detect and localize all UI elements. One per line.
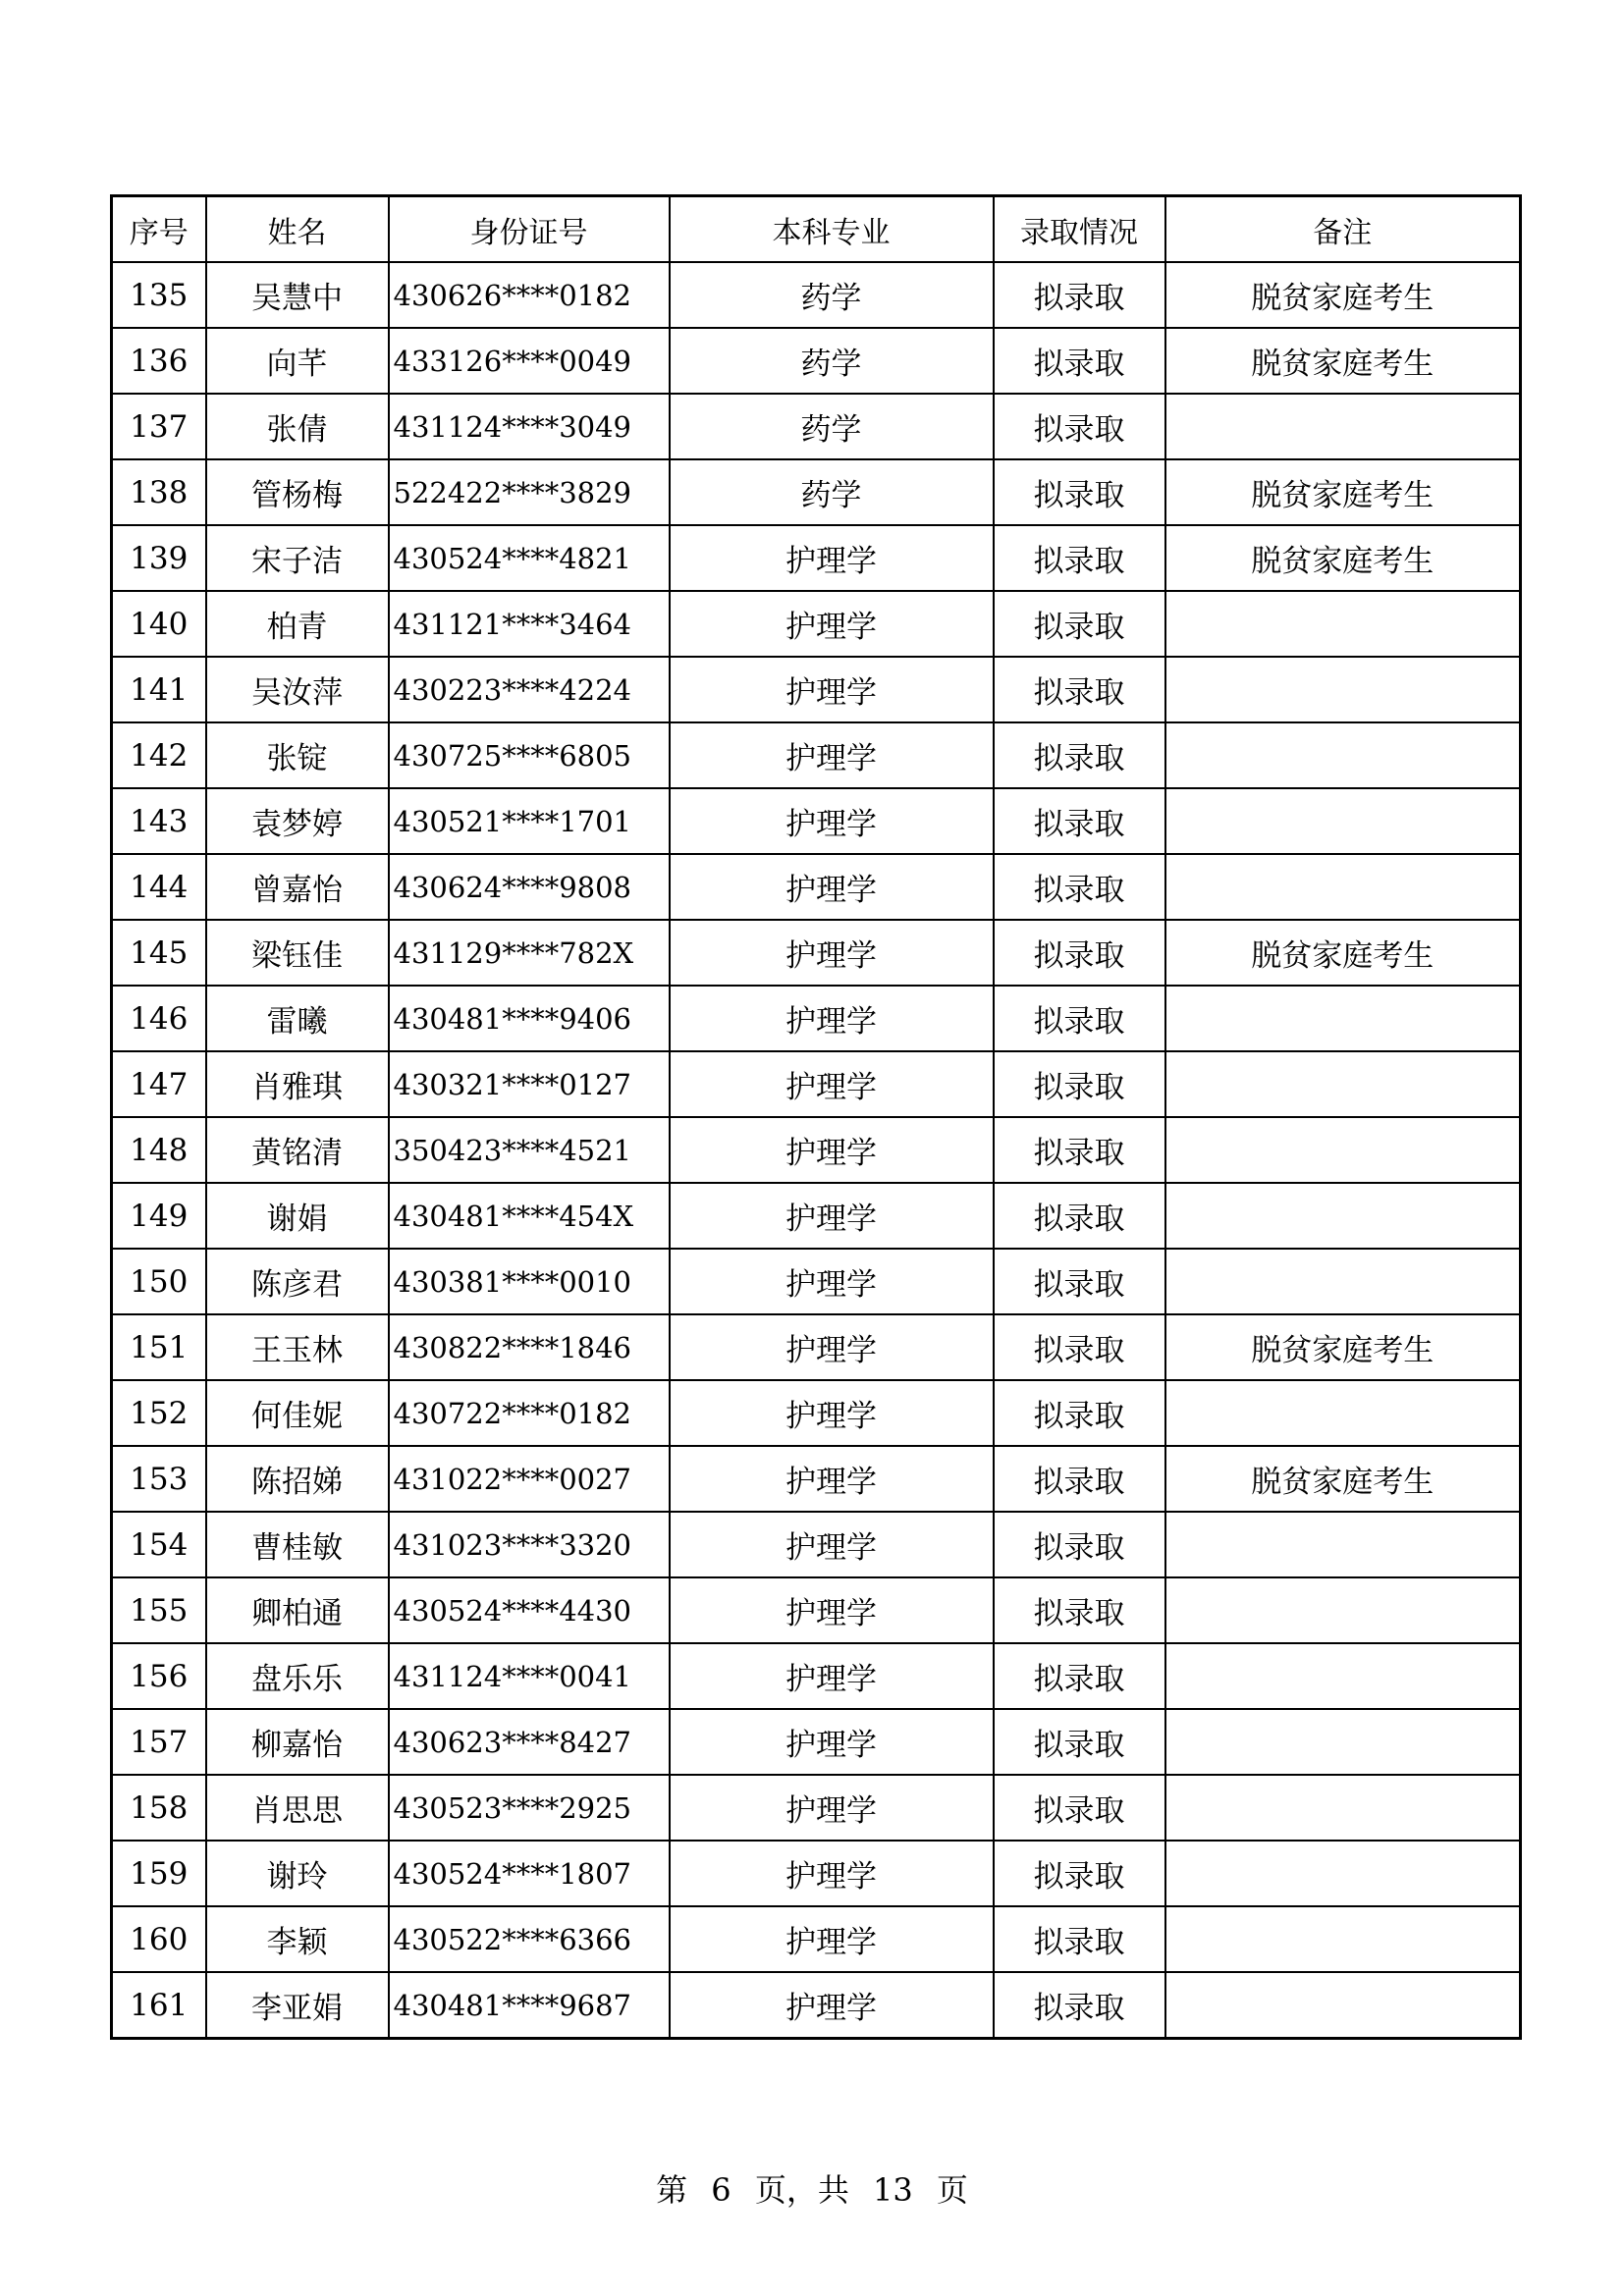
cell-note [1165, 1972, 1521, 2039]
cell-status: 拟录取 [994, 328, 1165, 394]
cell-id-number: 430481****9687 [389, 1972, 670, 2039]
cell-note [1165, 657, 1521, 722]
cell-no: 138 [112, 459, 206, 525]
table-row [112, 1314, 1521, 1380]
cell-name: 张倩 [206, 394, 389, 459]
cell-major: 护理学 [670, 722, 994, 788]
cell-note: 脱贫家庭考生 [1165, 459, 1521, 525]
cell-major: 护理学 [670, 1380, 994, 1446]
cell-status: 拟录取 [994, 1972, 1165, 2039]
cell-major: 护理学 [670, 1512, 994, 1577]
cell-note: 脱贫家庭考生 [1165, 920, 1521, 986]
cell-major: 护理学 [670, 1117, 994, 1183]
cell-note [1165, 1577, 1521, 1643]
cell-name: 曹桂敏 [206, 1512, 389, 1577]
cell-status: 拟录取 [994, 591, 1165, 657]
cell-status: 拟录取 [994, 394, 1165, 459]
cell-no: 136 [112, 328, 206, 394]
cell-name: 王玉林 [206, 1314, 389, 1380]
cell-major: 护理学 [670, 986, 994, 1051]
cell-major: 药学 [670, 328, 994, 394]
cell-note [1165, 854, 1521, 920]
table-row [112, 1577, 1521, 1643]
cell-name: 吴汝萍 [206, 657, 389, 722]
cell-id-number: 430481****9406 [389, 986, 670, 1051]
cell-name: 肖思思 [206, 1775, 389, 1841]
cell-id-number: 350423****4521 [389, 1117, 670, 1183]
table-row [112, 1775, 1521, 1841]
cell-note: 脱贫家庭考生 [1165, 1446, 1521, 1512]
table-row [112, 854, 1521, 920]
cell-status: 拟录取 [994, 1380, 1165, 1446]
cell-major: 护理学 [670, 788, 994, 854]
cell-no: 135 [112, 262, 206, 328]
cell-note [1165, 788, 1521, 854]
cell-id-number: 430223****4224 [389, 657, 670, 722]
cell-no: 148 [112, 1117, 206, 1183]
cell-name: 袁梦婷 [206, 788, 389, 854]
header-id: 身份证号 [389, 196, 670, 263]
cell-major: 护理学 [670, 1577, 994, 1643]
cell-major: 药学 [670, 459, 994, 525]
cell-no: 145 [112, 920, 206, 986]
cell-note [1165, 394, 1521, 459]
table-row [112, 1183, 1521, 1249]
cell-note [1165, 1709, 1521, 1775]
cell-note [1165, 722, 1521, 788]
cell-id-number: 430624****9808 [389, 854, 670, 920]
cell-status: 拟录取 [994, 1775, 1165, 1841]
cell-status: 拟录取 [994, 1643, 1165, 1709]
cell-id-number: 430722****0182 [389, 1380, 670, 1446]
table-row [112, 1512, 1521, 1577]
cell-no: 154 [112, 1512, 206, 1577]
cell-major: 药学 [670, 394, 994, 459]
cell-major: 护理学 [670, 1051, 994, 1117]
cell-no: 147 [112, 1051, 206, 1117]
cell-name: 陈招娣 [206, 1446, 389, 1512]
cell-note [1165, 591, 1521, 657]
cell-no: 146 [112, 986, 206, 1051]
cell-no: 139 [112, 525, 206, 591]
table-row [112, 1446, 1521, 1512]
table-row [112, 591, 1521, 657]
cell-name: 陈彦君 [206, 1249, 389, 1314]
table-row [112, 1841, 1521, 1906]
table-row [112, 657, 1521, 722]
header-status: 录取情况 [994, 196, 1165, 263]
table-row [112, 262, 1521, 328]
cell-no: 149 [112, 1183, 206, 1249]
cell-name: 宋子洁 [206, 525, 389, 591]
cell-id-number: 431124****0041 [389, 1643, 670, 1709]
table-row [112, 1051, 1521, 1117]
cell-status: 拟录取 [994, 1709, 1165, 1775]
cell-major: 护理学 [670, 1841, 994, 1906]
cell-major: 护理学 [670, 1249, 994, 1314]
cell-id-number: 430524****1807 [389, 1841, 670, 1906]
header-note: 备注 [1165, 196, 1521, 263]
cell-status: 拟录取 [994, 1906, 1165, 1972]
admission-table [110, 194, 1522, 2040]
cell-name: 吴慧中 [206, 262, 389, 328]
cell-status: 拟录取 [994, 1314, 1165, 1380]
cell-status: 拟录取 [994, 459, 1165, 525]
cell-major: 护理学 [670, 1446, 994, 1512]
cell-no: 157 [112, 1709, 206, 1775]
cell-id-number: 431023****3320 [389, 1512, 670, 1577]
table-row [112, 986, 1521, 1051]
cell-status: 拟录取 [994, 657, 1165, 722]
table-row [112, 1906, 1521, 1972]
cell-note [1165, 1249, 1521, 1314]
cell-no: 152 [112, 1380, 206, 1446]
cell-major: 护理学 [670, 1643, 994, 1709]
cell-major: 护理学 [670, 1314, 994, 1380]
cell-major: 护理学 [670, 525, 994, 591]
cell-note [1165, 1051, 1521, 1117]
footer-mid: 页，共 [754, 2171, 849, 2209]
cell-note: 脱贫家庭考生 [1165, 525, 1521, 591]
cell-name: 谢玲 [206, 1841, 389, 1906]
cell-major: 护理学 [670, 1906, 994, 1972]
cell-id-number: 430522****6366 [389, 1906, 670, 1972]
cell-name: 黄铭清 [206, 1117, 389, 1183]
cell-major: 护理学 [670, 1775, 994, 1841]
cell-id-number: 431022****0027 [389, 1446, 670, 1512]
cell-no: 142 [112, 722, 206, 788]
cell-id-number: 430524****4430 [389, 1577, 670, 1643]
cell-id-number: 431129****782X [389, 920, 670, 986]
footer-total-pages: 13 [873, 2171, 913, 2209]
cell-note [1165, 1117, 1521, 1183]
cell-id-number: 430725****6805 [389, 722, 670, 788]
cell-id-number: 430623****8427 [389, 1709, 670, 1775]
cell-no: 155 [112, 1577, 206, 1643]
cell-name: 雷曦 [206, 986, 389, 1051]
cell-id-number: 431124****3049 [389, 394, 670, 459]
cell-no: 159 [112, 1841, 206, 1906]
cell-status: 拟录取 [994, 1051, 1165, 1117]
cell-note [1165, 986, 1521, 1051]
header-major: 本科专业 [670, 196, 994, 263]
cell-major: 护理学 [670, 657, 994, 722]
cell-id-number: 433126****0049 [389, 328, 670, 394]
cell-name: 曾嘉怡 [206, 854, 389, 920]
cell-no: 156 [112, 1643, 206, 1709]
cell-note: 脱贫家庭考生 [1165, 1314, 1521, 1380]
cell-status: 拟录取 [994, 1577, 1165, 1643]
cell-id-number: 522422****3829 [389, 459, 670, 525]
cell-no: 140 [112, 591, 206, 657]
cell-note [1165, 1841, 1521, 1906]
cell-note [1165, 1643, 1521, 1709]
table-row [112, 1709, 1521, 1775]
cell-status: 拟录取 [994, 1183, 1165, 1249]
cell-name: 盘乐乐 [206, 1643, 389, 1709]
cell-id-number: 430321****0127 [389, 1051, 670, 1117]
cell-name: 肖雅琪 [206, 1051, 389, 1117]
table-row [112, 1972, 1521, 2039]
cell-status: 拟录取 [994, 722, 1165, 788]
cell-name: 柳嘉怡 [206, 1709, 389, 1775]
page-footer [0, 2165, 1624, 2211]
cell-major: 护理学 [670, 1972, 994, 2039]
cell-name: 向芊 [206, 328, 389, 394]
cell-no: 153 [112, 1446, 206, 1512]
cell-name: 李颖 [206, 1906, 389, 1972]
cell-name: 柏青 [206, 591, 389, 657]
table-row [112, 1249, 1521, 1314]
table-row [112, 1117, 1521, 1183]
footer-prefix: 第 [656, 2171, 688, 2209]
header-no: 序号 [112, 196, 206, 263]
cell-no: 137 [112, 394, 206, 459]
cell-note [1165, 1775, 1521, 1841]
cell-id-number: 430626****0182 [389, 262, 670, 328]
cell-status: 拟录取 [994, 1249, 1165, 1314]
cell-id-number: 430381****0010 [389, 1249, 670, 1314]
cell-name: 李亚娟 [206, 1972, 389, 2039]
cell-no: 158 [112, 1775, 206, 1841]
cell-no: 150 [112, 1249, 206, 1314]
cell-major: 护理学 [670, 920, 994, 986]
cell-note [1165, 1512, 1521, 1577]
cell-name: 张锭 [206, 722, 389, 788]
cell-status: 拟录取 [994, 1117, 1165, 1183]
cell-major: 护理学 [670, 591, 994, 657]
header-row [112, 196, 1521, 263]
cell-id-number: 430481****454X [389, 1183, 670, 1249]
cell-note: 脱贫家庭考生 [1165, 262, 1521, 328]
cell-status: 拟录取 [994, 262, 1165, 328]
table-row [112, 722, 1521, 788]
table-row [112, 525, 1521, 591]
cell-status: 拟录取 [994, 1512, 1165, 1577]
table-row [112, 1380, 1521, 1446]
cell-id-number: 431121****3464 [389, 591, 670, 657]
cell-no: 144 [112, 854, 206, 920]
cell-name: 梁钰佳 [206, 920, 389, 986]
cell-id-number: 430521****1701 [389, 788, 670, 854]
table-row [112, 788, 1521, 854]
cell-status: 拟录取 [994, 788, 1165, 854]
table-body [112, 262, 1521, 2039]
cell-major: 护理学 [670, 1709, 994, 1775]
cell-major: 护理学 [670, 1183, 994, 1249]
footer-page-number: 6 [711, 2171, 731, 2209]
cell-no: 151 [112, 1314, 206, 1380]
cell-no: 143 [112, 788, 206, 854]
cell-id-number: 430822****1846 [389, 1314, 670, 1380]
table-row [112, 1643, 1521, 1709]
footer-suffix: 页 [936, 2171, 968, 2209]
cell-no: 160 [112, 1906, 206, 1972]
cell-note [1165, 1906, 1521, 1972]
cell-major: 护理学 [670, 854, 994, 920]
table-row [112, 394, 1521, 459]
cell-status: 拟录取 [994, 854, 1165, 920]
cell-status: 拟录取 [994, 986, 1165, 1051]
cell-note [1165, 1380, 1521, 1446]
cell-id-number: 430523****2925 [389, 1775, 670, 1841]
header-name: 姓名 [206, 196, 389, 263]
cell-status: 拟录取 [994, 920, 1165, 986]
table-row [112, 328, 1521, 394]
cell-name: 卿柏通 [206, 1577, 389, 1643]
cell-major: 药学 [670, 262, 994, 328]
cell-status: 拟录取 [994, 1446, 1165, 1512]
cell-id-number: 430524****4821 [389, 525, 670, 591]
table-row [112, 920, 1521, 986]
cell-status: 拟录取 [994, 525, 1165, 591]
cell-name: 管杨梅 [206, 459, 389, 525]
cell-name: 谢娟 [206, 1183, 389, 1249]
cell-no: 141 [112, 657, 206, 722]
cell-no: 161 [112, 1972, 206, 2039]
cell-note [1165, 1183, 1521, 1249]
cell-note: 脱贫家庭考生 [1165, 328, 1521, 394]
cell-status: 拟录取 [994, 1841, 1165, 1906]
table-row [112, 459, 1521, 525]
cell-name: 何佳妮 [206, 1380, 389, 1446]
